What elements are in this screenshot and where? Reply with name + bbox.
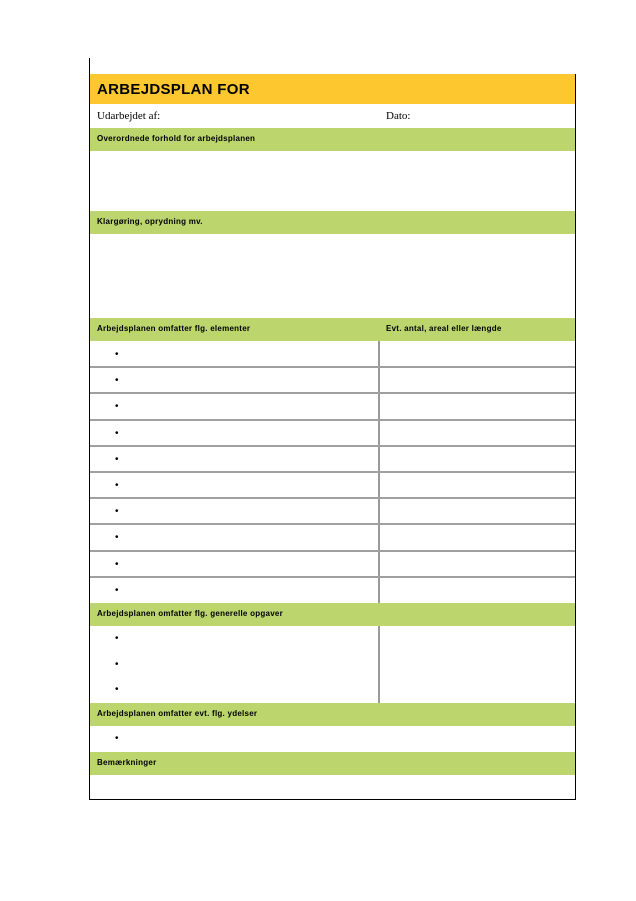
element-row-2[interactable]: • [115, 375, 119, 386]
element-row-8[interactable]: • [115, 532, 119, 543]
row-divider [90, 445, 575, 447]
section-title: Bemærkninger [97, 758, 157, 767]
row-divider [90, 471, 575, 473]
row-divider [90, 576, 575, 578]
row-divider [90, 366, 575, 368]
prepared-by-field[interactable]: Udarbejdet af: [97, 110, 161, 122]
row-divider [90, 392, 575, 394]
section-title: Arbejdsplanen omfatter evt. flg. ydelser [97, 709, 258, 718]
preparation-text-area[interactable] [90, 234, 575, 318]
row-divider [90, 550, 575, 552]
element-row-6[interactable]: • [115, 480, 119, 491]
section-header-remarks [90, 752, 575, 775]
element-row-5[interactable]: • [115, 454, 119, 465]
section-header-preparation [90, 211, 575, 234]
work-plan-form [89, 74, 576, 800]
element-row-3[interactable]: • [115, 401, 119, 412]
form-title: ARBEJDSPLAN FOR [97, 81, 250, 98]
section-title: Arbejdsplanen omfatter flg. elementer [97, 324, 251, 333]
general-task-row-1[interactable]: • [115, 633, 119, 644]
section-header-services [90, 703, 575, 726]
column-divider [378, 626, 380, 703]
section-title: Arbejdsplanen omfatter flg. generelle opgaver [97, 609, 283, 618]
element-row-7[interactable]: • [115, 506, 119, 517]
element-row-4[interactable]: • [115, 428, 119, 439]
element-row-9[interactable]: • [115, 559, 119, 570]
date-field[interactable]: Dato: [386, 110, 411, 122]
service-row-1[interactable]: • [115, 733, 119, 744]
element-row-10[interactable]: • [115, 585, 119, 596]
section-header-elements [90, 318, 575, 341]
section-title: Overordnede forhold for arbejdsplanen [97, 134, 256, 143]
element-row-1[interactable]: • [115, 349, 119, 360]
row-divider [90, 419, 575, 421]
section-header-overall [90, 128, 575, 151]
general-task-row-3[interactable]: • [115, 684, 119, 695]
section-header-general-tasks [90, 603, 575, 626]
section-title: Klargøring, oprydning mv. [97, 217, 203, 226]
overall-text-area[interactable] [90, 151, 575, 211]
row-divider [90, 523, 575, 525]
text-cursor [89, 58, 90, 74]
row-divider [90, 497, 575, 499]
general-task-row-2[interactable]: • [115, 659, 119, 670]
remarks-text-area[interactable] [90, 775, 575, 799]
title-bar [90, 74, 575, 104]
quantity-column-header: Evt. antal, areal eller længde [386, 324, 502, 333]
